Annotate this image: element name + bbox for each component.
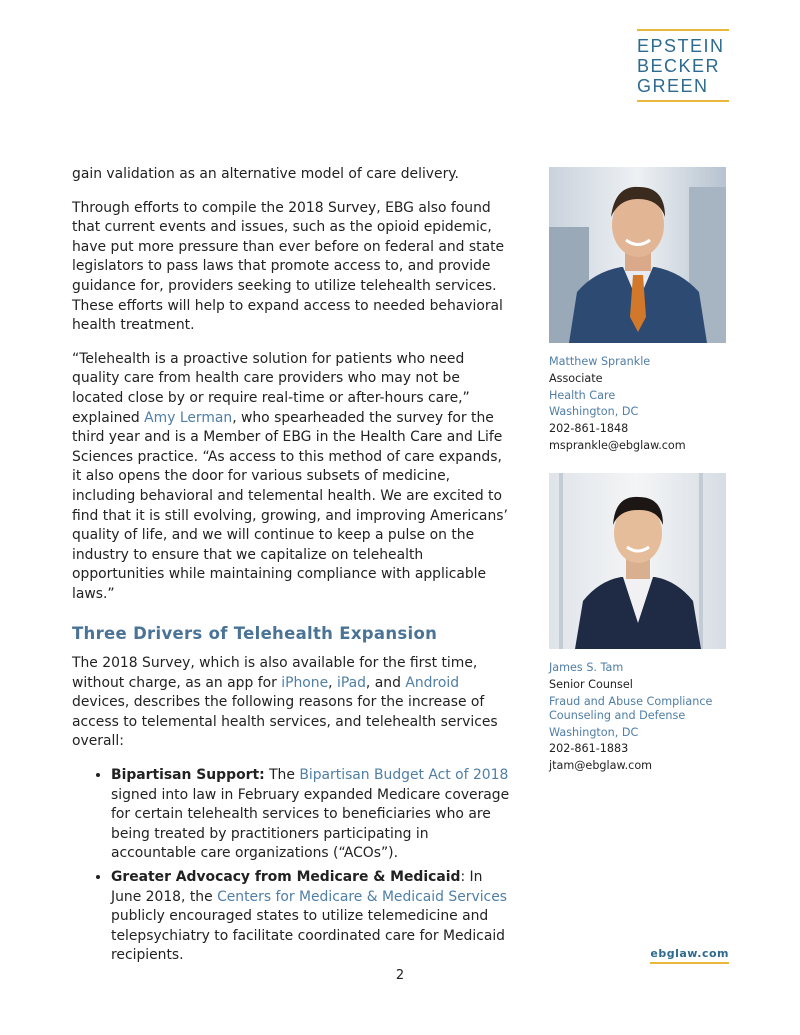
paragraph-4-text: The 2018 Survey, which is also available for the first time, without charge, as an app for	[72, 655, 478, 691]
contact-photo-sprankle	[549, 167, 726, 343]
page-number: 2	[395, 968, 405, 983]
paragraph-4-text-cont: devices, describes the following reasons for the increase of access to telemental health services, and telehealth services overall:	[72, 694, 498, 750]
contact-email: jtam@ebglaw.com	[549, 759, 653, 773]
contact-practice[interactable]: Health Care	[549, 388, 616, 402]
bullet-1-text: The	[264, 767, 300, 784]
bullet-2-text: : In June 2018, the	[111, 869, 483, 905]
amy-lerman-link[interactable]: Amy Lerman	[144, 409, 233, 426]
contact-name[interactable]: Matthew Sprankle	[549, 355, 651, 368]
logo-line-2: BECKER	[637, 56, 721, 76]
iphone-link[interactable]: iPhone	[281, 674, 329, 691]
website-link[interactable]: ebglaw.com	[650, 947, 729, 964]
contact-title: Senior Counsel	[549, 677, 633, 691]
budget-act-link[interactable]: Bipartisan Budget Act of 2018	[299, 767, 509, 784]
contact-phone: 202-861-1883	[549, 742, 629, 756]
separator: ,	[328, 674, 337, 691]
list-item	[111, 766, 512, 864]
section-heading: Three Drivers of Telehealth Expansion	[72, 624, 438, 644]
contact-card-tam	[549, 660, 729, 775]
contact-title: Associate	[549, 371, 603, 385]
bullet-2-title: Greater Advocacy from Medicare & Medicaid	[111, 869, 461, 885]
contact-email: msprankle@ebglaw.com	[549, 438, 686, 452]
paragraph-4	[72, 654, 512, 752]
android-link[interactable]: Android	[405, 674, 460, 691]
headshot-photo	[549, 473, 726, 649]
contact-practice[interactable]: Fraud and Abuse Compliance Counseling and Defense	[549, 694, 713, 722]
bullet-1-text-cont: signed into law in February expanded Medicare coverage for certain telehealth services to beneficiaries who are being treated by practitioners participating in accountable care organizations (“ACOs”).	[111, 786, 510, 862]
paragraph-1: gain validation as an alternative model of care delivery.	[72, 166, 459, 182]
paragraph-2: Through efforts to compile the 2018 Survey, EBG also found that current events and issues, such as the opioid epidemic, have put more pressure than ever before on federal and state legislators to pass laws that promote access to, and provide guidance for, providers seeking to utilize telehealth services. These efforts will help to expand access to needed behavioral health treatment.	[72, 199, 505, 334]
headshot-photo	[549, 167, 726, 343]
paragraph-3	[72, 350, 512, 605]
logo-line-3: GREEN	[637, 76, 709, 96]
contact-phone: 202-861-1848	[549, 422, 629, 436]
article-body	[72, 165, 512, 970]
bullet-1-title: Bipartisan Support:	[111, 767, 265, 784]
contact-office[interactable]: Washington, DC	[549, 405, 639, 419]
contact-photo-tam	[549, 473, 726, 649]
ipad-link[interactable]: iPad	[336, 674, 366, 691]
contact-card-sprankle	[549, 354, 729, 455]
separator: , and	[365, 674, 406, 691]
drivers-list	[72, 766, 512, 966]
firm-logo	[637, 29, 729, 102]
paragraph-3-text-cont: , who spearheaded the survey for the third year and is a Member of EBG in the Health Care and Life Sciences practice. “As access to this method of care expands, it also opens the door for various subsets of medicine, including behavioral and telemental health. We are excited to find that it is still evolving, growing, and improving Americans’ quality of life, and we will continue to keep a pulse on the industry to ensure that we capitalize on telehealth opportunities while maintaining compliance with applicable laws.”	[72, 409, 508, 602]
bullet-2-text-cont: publicly encouraged states to utilize telemedicine and telepsychiatry to facilitate coordinated care for Medicaid recipients.	[111, 908, 506, 964]
paragraph-3-text: “Telehealth is a proactive solution for patients who need quality care from health care providers who may not be located close by or require real-time or after-hours care,” explained	[72, 350, 470, 426]
logo-line-1: EPSTEIN	[637, 36, 725, 56]
cms-link[interactable]: Centers for Medicare & Medicaid Services	[217, 888, 507, 905]
contact-name[interactable]: James S. Tam	[549, 661, 624, 674]
list-item	[111, 868, 512, 966]
contact-office[interactable]: Washington, DC	[549, 725, 639, 739]
